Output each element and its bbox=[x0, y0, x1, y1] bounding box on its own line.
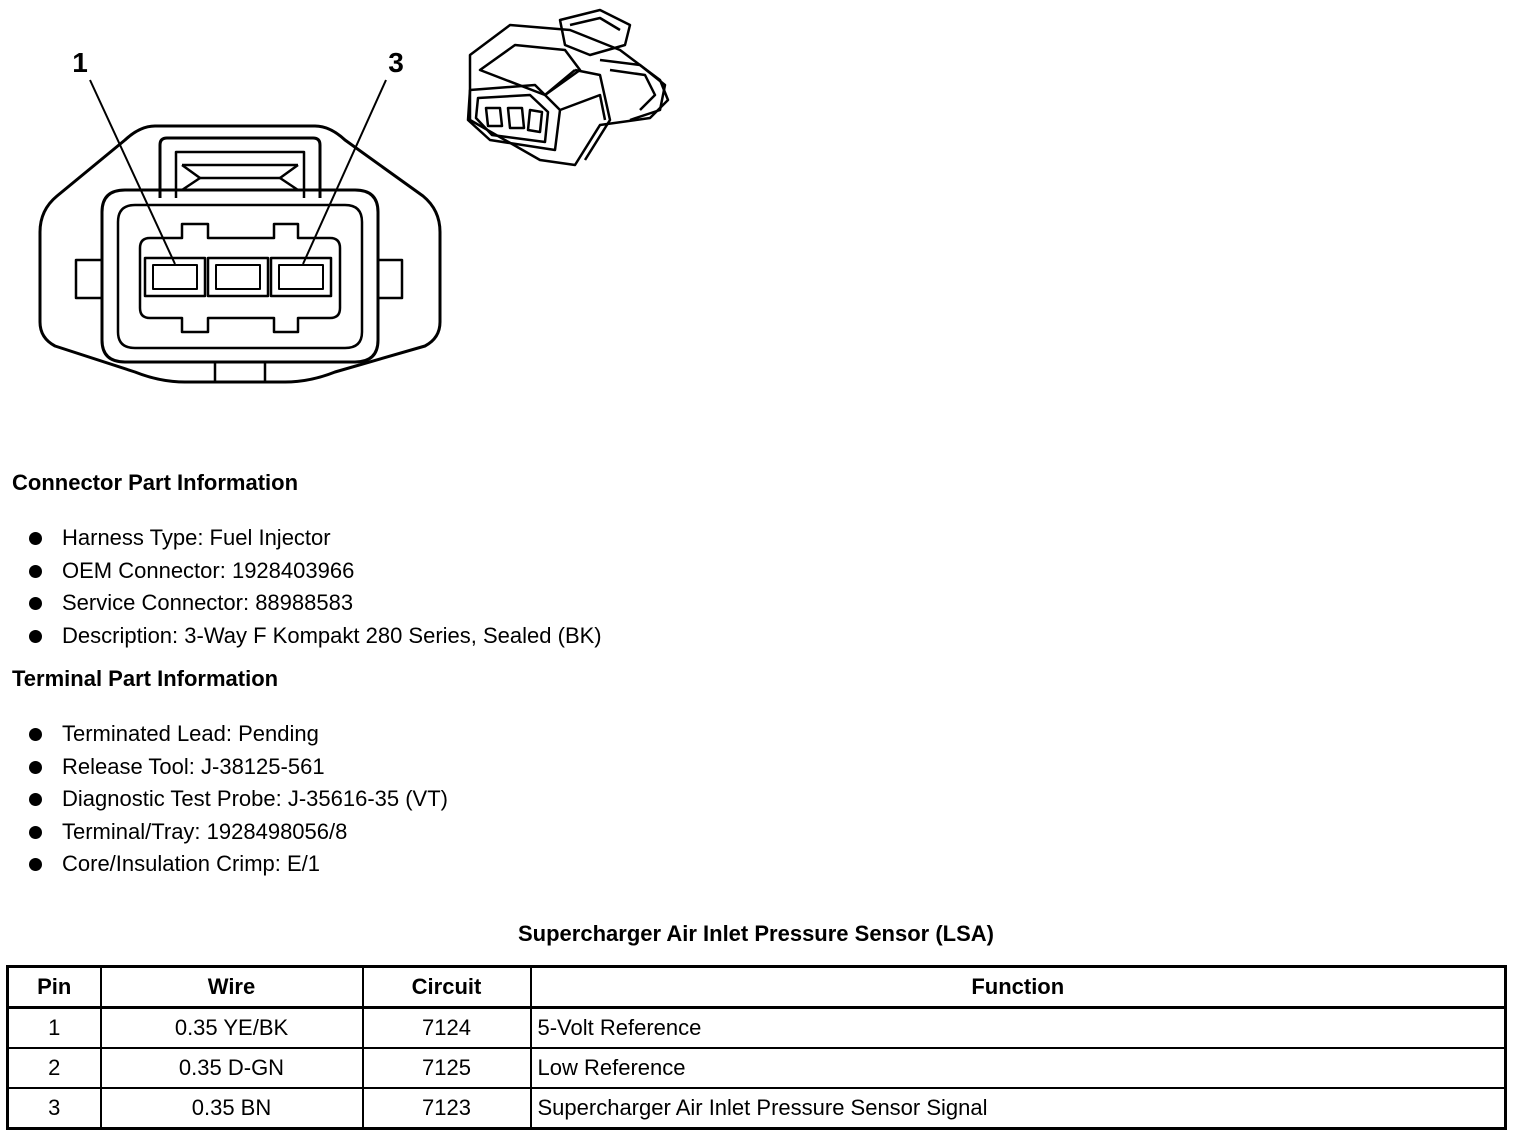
list-item-text: OEM Connector: 1928403966 bbox=[62, 557, 355, 583]
bullet-icon bbox=[29, 826, 42, 839]
pin-table-title: Supercharger Air Inlet Pressure Sensor (LSA) bbox=[518, 921, 994, 946]
circuit-cell: 7125 bbox=[363, 1048, 531, 1088]
list-item-text: Core/Insulation Crimp: E/1 bbox=[62, 851, 320, 877]
circuit-cell: 7123 bbox=[363, 1088, 531, 1129]
bullet-icon bbox=[29, 761, 42, 774]
bullet-icon bbox=[29, 793, 42, 806]
connector-cavity bbox=[140, 224, 340, 332]
table-row bbox=[8, 1048, 1506, 1088]
terminal-cavity-3 bbox=[271, 258, 331, 296]
pin-table bbox=[6, 965, 1507, 1130]
function-cell: Low Reference bbox=[531, 1048, 1506, 1088]
connector-diagram bbox=[0, 0, 700, 400]
terminal-cavity-2 bbox=[208, 258, 268, 296]
list-item bbox=[27, 555, 602, 588]
terminal-part-info-list bbox=[27, 718, 448, 881]
wire-cell: 0.35 YE/BK bbox=[101, 1008, 363, 1049]
function-cell: Supercharger Air Inlet Pressure Sensor Signal bbox=[531, 1088, 1506, 1129]
table-row bbox=[8, 1008, 1506, 1049]
list-item bbox=[27, 783, 448, 816]
list-item bbox=[27, 587, 602, 620]
connector-inner-shroud bbox=[102, 190, 378, 362]
column-header-pin: Pin bbox=[8, 967, 101, 1008]
pin-cell: 1 bbox=[8, 1008, 101, 1049]
column-header-circuit: Circuit bbox=[363, 967, 531, 1008]
list-item-text: Terminal/Tray: 1928498056/8 bbox=[62, 818, 348, 844]
table-header-row bbox=[8, 967, 1506, 1008]
list-item-text: Diagnostic Test Probe: J-35616-35 (VT) bbox=[62, 786, 448, 812]
pin-cell: 3 bbox=[8, 1088, 101, 1129]
list-item bbox=[27, 816, 448, 849]
list-item bbox=[27, 718, 448, 751]
callout-label-3: 3 bbox=[388, 47, 404, 78]
list-item-text: Release Tool: J-38125-561 bbox=[62, 753, 325, 779]
table-row bbox=[8, 1088, 1506, 1129]
list-item bbox=[27, 751, 448, 784]
column-header-wire: Wire bbox=[101, 967, 363, 1008]
list-item bbox=[27, 522, 602, 555]
bullet-icon bbox=[29, 532, 42, 545]
bullet-icon bbox=[29, 597, 42, 610]
connector-3d-illustration bbox=[468, 10, 668, 165]
connector-part-info-list bbox=[27, 522, 602, 652]
list-item bbox=[27, 848, 448, 881]
callout-label-1: 1 bbox=[72, 47, 88, 78]
pin-cell: 2 bbox=[8, 1048, 101, 1088]
bullet-icon bbox=[29, 630, 42, 643]
wire-cell: 0.35 D-GN bbox=[101, 1048, 363, 1088]
list-item-text: Harness Type: Fuel Injector bbox=[62, 525, 331, 550]
bullet-icon bbox=[29, 565, 42, 578]
function-cell: 5-Volt Reference bbox=[531, 1008, 1506, 1049]
column-header-function: Function bbox=[531, 967, 1506, 1008]
callout-leader-3 bbox=[303, 80, 386, 264]
bullet-icon bbox=[29, 728, 42, 741]
terminal-part-info-heading: Terminal Part Information bbox=[12, 666, 279, 691]
list-item bbox=[27, 620, 602, 653]
list-item-text: Service Connector: 88988583 bbox=[62, 590, 354, 616]
wire-cell: 0.35 BN bbox=[101, 1088, 363, 1129]
bullet-icon bbox=[29, 858, 42, 871]
list-item-text: Terminated Lead: Pending bbox=[62, 721, 319, 746]
list-item-text: Description: 3-Way F Kompakt 280 Series, Sealed (BK) bbox=[62, 622, 602, 648]
connector-part-info-heading: Connector Part Information bbox=[12, 470, 299, 495]
circuit-cell: 7124 bbox=[363, 1008, 531, 1049]
